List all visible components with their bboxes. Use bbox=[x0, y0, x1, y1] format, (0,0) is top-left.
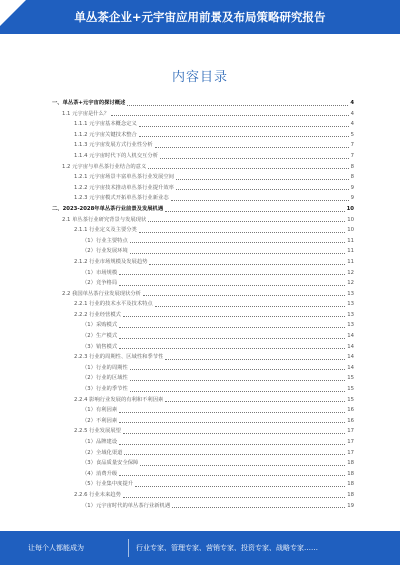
toc-entry[interactable] bbox=[52, 289, 354, 300]
toc-page-number: 11 bbox=[347, 237, 354, 244]
toc-leader-dots bbox=[127, 104, 348, 106]
toc-leader-dots bbox=[139, 135, 349, 137]
toc-entry-text: （2）行业的区域性 bbox=[82, 375, 128, 382]
toc-entry[interactable] bbox=[52, 437, 354, 448]
toc-page-number: 9 bbox=[350, 184, 354, 191]
toc-page-number: 13 bbox=[347, 301, 354, 308]
toc-entry-text: 1.1 元宇宙是什么？ bbox=[62, 110, 110, 117]
toc-page-number: 12 bbox=[347, 280, 354, 287]
toc-entry-text: 2.1 单丛茶行业研究背景与发展现状 bbox=[62, 216, 147, 223]
toc-entry[interactable] bbox=[52, 469, 354, 480]
toc-leader-dots bbox=[119, 326, 345, 328]
toc-entry-text: （2）竞争格局 bbox=[82, 280, 118, 287]
toc-entry[interactable] bbox=[52, 352, 354, 363]
toc-entry[interactable] bbox=[52, 172, 354, 183]
toc-entry[interactable] bbox=[52, 363, 354, 374]
toc-page-number: 18 bbox=[347, 481, 354, 488]
toc-entry-text: 1.2.3 元宇宙模式开拓单丛茶行业新业态 bbox=[74, 195, 169, 202]
toc-entry-text: 1.1.4 元宇宙时代下的人机交互分析 bbox=[74, 152, 159, 159]
toc-entry[interactable] bbox=[52, 320, 354, 331]
toc-page-number: 18 bbox=[347, 460, 354, 467]
toc-leader-dots bbox=[140, 464, 345, 466]
toc-entry[interactable] bbox=[52, 416, 354, 427]
toc-entry[interactable] bbox=[52, 501, 354, 512]
toc-entry[interactable] bbox=[52, 310, 354, 321]
toc-entry-text: 2.1.2 行业市场规模及发展趋势 bbox=[74, 258, 148, 265]
toc-leader-dots bbox=[130, 252, 346, 254]
toc-entry-text: 1.2.1 元宇宙场景丰富单丛茶行业发展空间 bbox=[74, 174, 174, 181]
toc-entry-text: （3）行业的季节性 bbox=[82, 386, 128, 393]
toc-leader-dots bbox=[149, 263, 345, 265]
report-header bbox=[0, 0, 400, 34]
toc-leader-dots bbox=[148, 167, 348, 169]
toc-page-number: 17 bbox=[347, 428, 354, 435]
toc-leader-dots bbox=[130, 379, 346, 381]
toc-leader-dots bbox=[124, 453, 345, 455]
toc-page-number: 15 bbox=[347, 396, 354, 403]
toc-page-number: 12 bbox=[347, 269, 354, 276]
toc-leader-dots bbox=[119, 337, 345, 339]
toc-leader-dots bbox=[172, 506, 345, 508]
toc-page-number: 16 bbox=[347, 407, 354, 414]
footer-roles: 行业专家、管理专家、营销专家、投资专家、战略专家…… bbox=[136, 544, 318, 552]
toc-page-number: 14 bbox=[347, 354, 354, 361]
toc-entry-text: 2.2.5 行业发展展望 bbox=[74, 428, 121, 435]
toc-leader-dots bbox=[119, 284, 345, 286]
toc-entry[interactable] bbox=[52, 109, 354, 120]
toc-leader-dots bbox=[139, 125, 349, 127]
toc-entry-text: 2.2 我国单丛茶行业发展现状分析 bbox=[62, 290, 141, 297]
toc-leader-dots bbox=[165, 400, 345, 402]
toc-page-number: 13 bbox=[347, 311, 354, 318]
toc-entry[interactable] bbox=[52, 384, 354, 395]
toc-entry[interactable] bbox=[52, 257, 354, 268]
toc-entry-text: 2.1.1 行业定义及主要分类 bbox=[74, 227, 137, 234]
toc-leader-dots bbox=[135, 485, 345, 487]
toc-page-number: 17 bbox=[347, 449, 354, 456]
toc-entry[interactable] bbox=[52, 215, 354, 226]
toc-page-number: 7 bbox=[350, 142, 354, 149]
toc-leader-dots bbox=[148, 220, 345, 222]
toc-page-number: 10 bbox=[347, 216, 354, 223]
toc-page-number: 19 bbox=[347, 502, 354, 509]
toc-entry-text: （2）生产模式 bbox=[82, 333, 118, 340]
toc-entry-text: （3）销售模式 bbox=[82, 343, 118, 350]
toc-leader-dots bbox=[130, 368, 346, 370]
toc-entry[interactable] bbox=[52, 225, 354, 236]
toc-leader-dots bbox=[111, 114, 348, 116]
toc-entry-text: （1）元宇宙时代的单丛茶行业新机遇 bbox=[82, 502, 171, 509]
toc-page-number: 8 bbox=[350, 174, 354, 181]
toc-page-number: 16 bbox=[347, 417, 354, 424]
toc-page-number: 11 bbox=[347, 258, 354, 265]
toc-entry[interactable] bbox=[52, 151, 354, 162]
toc-page-number: 5 bbox=[350, 131, 354, 138]
toc-entry-text: （2）不利因素 bbox=[82, 417, 118, 424]
toc-entry-text: 1.1.1 元宇宙基本概念定义 bbox=[74, 121, 137, 128]
toc-page-number: 8 bbox=[350, 163, 354, 170]
toc-page-number: 13 bbox=[347, 290, 354, 297]
table-of-contents bbox=[52, 98, 354, 511]
toc-entry[interactable] bbox=[52, 119, 354, 130]
toc-page-number: 18 bbox=[347, 470, 354, 477]
toc-leader-dots bbox=[119, 443, 345, 445]
toc-leader-dots bbox=[119, 474, 345, 476]
toc-entry-text: 2.2.6 行业未来趋势 bbox=[74, 491, 121, 498]
toc-entry[interactable] bbox=[52, 130, 354, 141]
toc-page-number: 11 bbox=[347, 248, 354, 255]
toc-entry[interactable] bbox=[52, 405, 354, 416]
toc-entry-text: 1.2 元宇宙与单丛茶行业结合的意义 bbox=[62, 163, 147, 170]
toc-entry-text: （2）全域化渠道 bbox=[82, 449, 123, 456]
toc-entry-text: （1）市场规模 bbox=[82, 269, 118, 276]
toc-page-number: 4 bbox=[350, 110, 354, 117]
toc-entry[interactable] bbox=[52, 162, 354, 173]
toc-entry-text: 1.1.2 元宇宙关键技术整合 bbox=[74, 131, 137, 138]
toc-page-number: 17 bbox=[347, 439, 354, 445]
footer-divider bbox=[128, 539, 129, 557]
toc-page-number: 13 bbox=[347, 322, 354, 329]
toc-entry[interactable] bbox=[52, 246, 354, 257]
toc-leader-dots bbox=[176, 188, 349, 190]
toc-entry-text: （1）有利因素 bbox=[82, 407, 118, 414]
toc-leader-dots bbox=[123, 315, 345, 317]
toc-entry[interactable] bbox=[52, 140, 354, 151]
toc-page-number: 9 bbox=[350, 195, 354, 202]
toc-page-number: 15 bbox=[347, 375, 354, 382]
toc-entry[interactable] bbox=[52, 479, 354, 490]
toc-entry-text: 2.2.2 行业经营模式 bbox=[74, 311, 121, 318]
toc-page-number: 4 bbox=[350, 100, 354, 106]
toc-entry[interactable] bbox=[52, 299, 354, 310]
toc-page-number: 4 bbox=[350, 121, 354, 128]
footer-slogan: 让每个人都能成为 bbox=[28, 544, 84, 552]
toc-leader-dots bbox=[139, 231, 345, 233]
toc-leader-dots bbox=[160, 157, 349, 159]
toc-leader-dots bbox=[155, 146, 349, 148]
toc-entry[interactable] bbox=[52, 268, 354, 279]
toc-heading: 内容目录 bbox=[171, 70, 228, 85]
toc-leader-dots bbox=[130, 241, 346, 243]
toc-entry-text: （1）采购模式 bbox=[82, 322, 118, 329]
toc-entry-text: （1）品牌建设 bbox=[82, 439, 118, 445]
toc-entry-text: 2.2.1 行业的技术水平及技术特点 bbox=[74, 301, 153, 308]
toc-entry[interactable] bbox=[52, 458, 354, 469]
toc-entry-text: 二、2023-2028年单丛茶行业前景及发展机遇 bbox=[52, 205, 164, 212]
toc-page-number: 14 bbox=[347, 333, 354, 340]
toc-entry-text: （3）食品质量安全保障 bbox=[82, 460, 139, 467]
toc-leader-dots bbox=[171, 199, 349, 201]
toc-entry[interactable] bbox=[52, 98, 354, 109]
toc-leader-dots bbox=[165, 358, 345, 360]
toc-leader-dots bbox=[143, 294, 345, 296]
toc-entry[interactable] bbox=[52, 342, 354, 353]
toc-page-number: 15 bbox=[347, 386, 354, 393]
toc-entry[interactable] bbox=[52, 490, 354, 501]
toc-entry[interactable] bbox=[52, 204, 354, 215]
toc-entry-text: （1）行业的周期性 bbox=[82, 364, 128, 371]
toc-entry[interactable] bbox=[52, 373, 354, 384]
toc-entry-text: （4）消费升级 bbox=[82, 470, 118, 477]
toc-entry-text: 2.2.4 影响行业发展的有利和不利因素 bbox=[74, 396, 164, 403]
toc-page-number: 7 bbox=[350, 152, 354, 159]
toc-leader-dots bbox=[119, 411, 345, 413]
toc-leader-dots bbox=[119, 347, 345, 349]
toc-leader-dots bbox=[165, 210, 344, 212]
toc-entry[interactable] bbox=[52, 183, 354, 194]
toc-entry[interactable] bbox=[52, 236, 354, 247]
toc-entry-text: 1.2.2 元宇宙技术推动单丛茶行业提升效率 bbox=[74, 184, 174, 191]
toc-entry-text: （5）行业集中度提升 bbox=[82, 481, 134, 488]
toc-entry[interactable] bbox=[52, 395, 354, 406]
toc-entry[interactable] bbox=[52, 426, 354, 437]
toc-leader-dots bbox=[119, 421, 345, 423]
toc-entry[interactable] bbox=[52, 331, 354, 342]
toc-page-number: 14 bbox=[347, 364, 354, 371]
toc-entry-text: （1）行业主要特点 bbox=[82, 237, 128, 244]
toc-entry-text: 1.1.3 元宇宙发展方式行业性分析 bbox=[74, 142, 153, 149]
toc-leader-dots bbox=[123, 432, 345, 434]
toc-leader-dots bbox=[155, 305, 346, 307]
toc-page-number: 10 bbox=[347, 227, 354, 234]
report-footer bbox=[0, 531, 400, 565]
toc-leader-dots bbox=[130, 390, 346, 392]
toc-entry-text: 2.2.3 行业的周期性、区域性和季节性 bbox=[74, 354, 164, 361]
report-title: 单丛茶企业+元宇宙应用前景及布局策略研究报告 bbox=[74, 10, 326, 24]
toc-page-number: 18 bbox=[347, 491, 354, 498]
toc-entry[interactable] bbox=[52, 278, 354, 289]
toc-entry-text: 一、单丛茶+元宇宙的探讨概述 bbox=[52, 100, 126, 106]
toc-entry[interactable] bbox=[52, 448, 354, 459]
toc-leader-dots bbox=[123, 496, 345, 498]
toc-entry-text: （2）行业发展环境 bbox=[82, 248, 128, 255]
toc-page-number: 14 bbox=[347, 343, 354, 350]
toc-leader-dots bbox=[176, 178, 349, 180]
toc-leader-dots bbox=[119, 273, 345, 275]
toc-page-number: 10 bbox=[346, 205, 354, 212]
toc-entry[interactable] bbox=[52, 193, 354, 204]
